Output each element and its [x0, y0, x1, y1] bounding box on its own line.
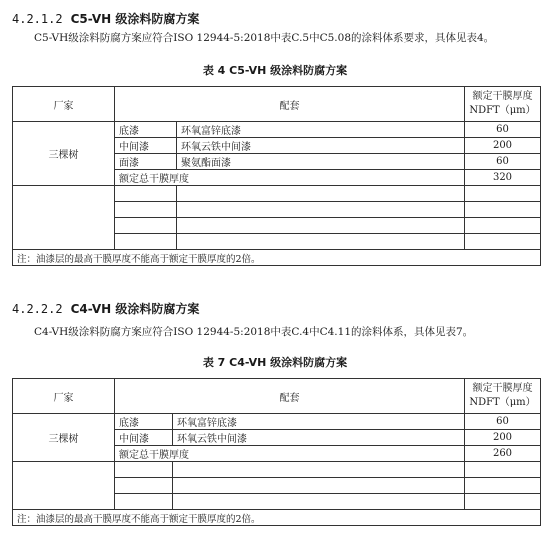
empty-cell — [177, 234, 465, 250]
empty-cell — [115, 234, 177, 250]
empty-cell — [177, 202, 465, 218]
empty-cell — [173, 478, 465, 494]
thickness-cell: 200 — [465, 138, 541, 154]
empty-cell — [465, 234, 541, 250]
thickness-cell: 60 — [465, 122, 541, 138]
empty-cell — [115, 462, 173, 478]
header-ndft-line2: NDFT（μm） — [469, 105, 536, 116]
header-ndft-line1: 额定干膜厚度 — [472, 91, 533, 102]
empty-cell — [115, 202, 177, 218]
thickness-cell: 60 — [465, 154, 541, 170]
section-number: 4.2.2.2 — [12, 302, 63, 316]
empty-maker-cell — [13, 186, 115, 250]
coating-table-c5 — [12, 86, 541, 266]
total-value: 260 — [465, 446, 541, 462]
note-row — [13, 510, 541, 526]
header-config: 配套 — [115, 379, 465, 414]
empty-row — [13, 186, 541, 202]
total-label: 额定总干膜厚度 — [115, 446, 465, 462]
maker-cell: 三棵树 — [13, 414, 115, 462]
product-cell: 环氧富锌底漆 — [177, 122, 465, 138]
total-value: 320 — [465, 170, 541, 186]
maker-cell: 三棵树 — [13, 122, 115, 186]
header-maker: 厂家 — [13, 87, 115, 122]
coating-table-c4 — [12, 378, 541, 526]
empty-cell — [115, 478, 173, 494]
empty-cell — [465, 494, 541, 510]
thickness-cell: 60 — [465, 414, 541, 430]
empty-cell — [465, 462, 541, 478]
header-ndft — [465, 379, 541, 414]
section-title: C5-VH 级涂料防腐方案 — [70, 12, 200, 26]
empty-cell — [115, 494, 173, 510]
empty-cell — [173, 494, 465, 510]
header-ndft — [465, 87, 541, 122]
product-cell: 环氧云铁中间漆 — [177, 138, 465, 154]
product-cell: 聚氨酯面漆 — [177, 154, 465, 170]
section-heading-4-2-2-2 — [12, 300, 199, 317]
table-note: 注：油漆层的最高干膜厚度不能高于额定干膜厚度的2倍。 — [13, 510, 541, 526]
layer-cell: 底漆 — [115, 414, 173, 430]
empty-cell — [465, 218, 541, 234]
layer-cell: 底漆 — [115, 122, 177, 138]
header-config: 配套 — [115, 87, 465, 122]
table-row — [13, 122, 541, 138]
section-heading-4-2-1-2 — [12, 10, 199, 27]
section-number: 4.2.1.2 — [12, 12, 63, 26]
empty-cell — [177, 218, 465, 234]
layer-cell: 面漆 — [115, 154, 177, 170]
product-cell: 环氧富锌底漆 — [173, 414, 465, 430]
table-note: 注：油漆层的最高干膜厚度不能高于额定干膜厚度的2倍。 — [13, 250, 541, 266]
empty-cell — [173, 462, 465, 478]
empty-cell — [465, 202, 541, 218]
layer-cell: 中间漆 — [115, 430, 173, 446]
empty-row — [13, 462, 541, 478]
thickness-cell: 200 — [465, 430, 541, 446]
layer-cell: 中间漆 — [115, 138, 177, 154]
table-row — [13, 414, 541, 430]
table-caption: 表 7 C4-VH 级涂料防腐方案 — [202, 356, 348, 369]
empty-cell — [465, 186, 541, 202]
section-paragraph: C5-VH级涂料防腐方案应符合ISO 12944-5:2018中表C.5中C5.08的涂料体系要求，具体见表4。 — [34, 32, 495, 44]
header-maker: 厂家 — [13, 379, 115, 414]
empty-cell — [115, 218, 177, 234]
table-caption: 表 4 C5-VH 级涂料防腐方案 — [202, 64, 348, 77]
empty-cell — [177, 186, 465, 202]
note-row — [13, 250, 541, 266]
header-ndft-line1: 额定干膜厚度 — [472, 383, 533, 394]
empty-cell — [115, 186, 177, 202]
product-cell: 环氧云铁中间漆 — [173, 430, 465, 446]
section-paragraph: C4-VH级涂料防腐方案应符合ISO 12944-5:2018中表C.4中C4.11的涂料体系，具体见表7。 — [34, 326, 474, 338]
empty-cell — [465, 478, 541, 494]
table-header-row — [13, 87, 541, 122]
total-label: 额定总干膜厚度 — [115, 170, 465, 186]
empty-maker-cell — [13, 462, 115, 510]
header-ndft-line2: NDFT（μm） — [469, 397, 536, 408]
section-title: C4-VH 级涂料防腐方案 — [70, 302, 200, 316]
table-header-row — [13, 379, 541, 414]
